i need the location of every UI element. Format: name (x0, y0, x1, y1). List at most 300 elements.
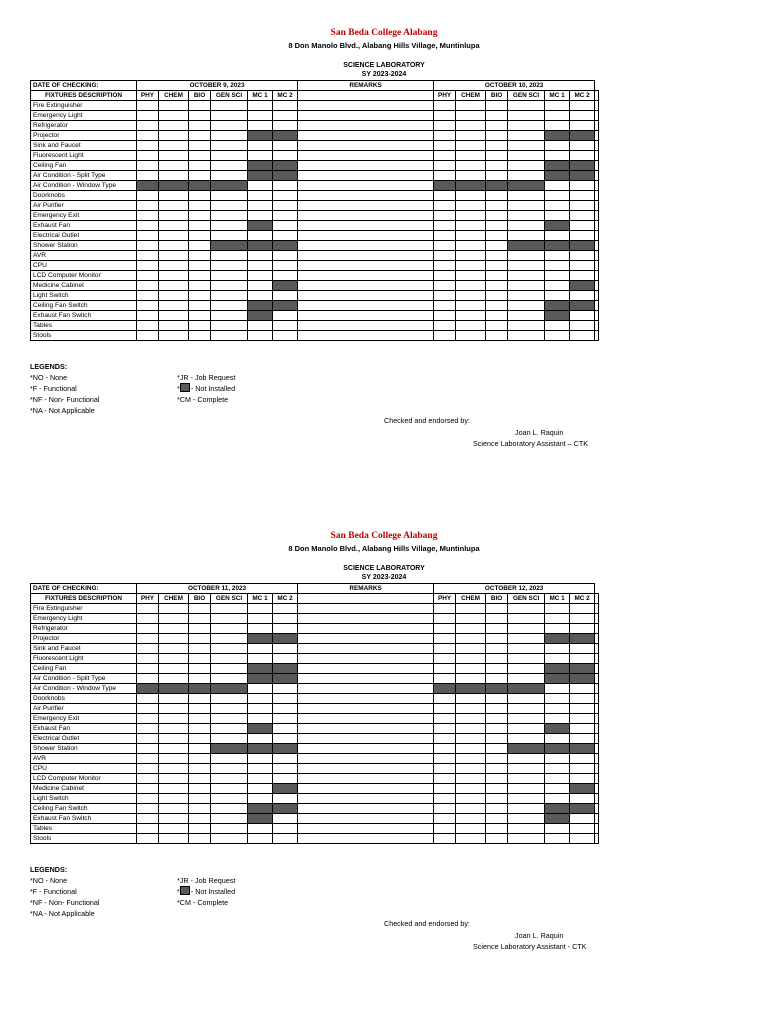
remarks-cell (595, 281, 599, 291)
status-cell (159, 824, 189, 834)
signer-name: Joan L. Raquin (515, 428, 564, 437)
fixture-name: Air Condition - Window Type (31, 181, 137, 191)
remarks-cell (298, 111, 434, 121)
status-cell (508, 824, 545, 834)
status-cell (434, 131, 456, 141)
status-cell (211, 121, 248, 131)
status-cell (434, 764, 456, 774)
status-cell (137, 614, 159, 624)
status-cell (137, 301, 159, 311)
status-cell (159, 301, 189, 311)
not-installed-cell (545, 131, 570, 141)
fixture-name: Refrigerator (31, 624, 137, 634)
status-cell (189, 814, 211, 824)
status-cell (248, 321, 273, 331)
fixture-name: Emergency Exit (31, 714, 137, 724)
status-cell (159, 241, 189, 251)
status-cell (570, 201, 595, 211)
not-installed-cell (456, 684, 486, 694)
remarks-cell (595, 824, 599, 834)
checked-by-label: Checked and endorsed by: (384, 919, 470, 928)
status-cell (508, 201, 545, 211)
remarks-cell (298, 291, 434, 301)
status-cell (211, 171, 248, 181)
status-cell (273, 794, 298, 804)
status-cell (434, 281, 456, 291)
status-cell (211, 714, 248, 724)
table-row (31, 674, 599, 684)
status-cell (486, 814, 508, 824)
status-cell (508, 814, 545, 824)
fixture-name: Stools (31, 331, 137, 341)
status-cell (189, 604, 211, 614)
status-cell (137, 331, 159, 341)
table-row (31, 794, 599, 804)
status-cell (211, 141, 248, 151)
status-cell (159, 664, 189, 674)
status-cell (137, 674, 159, 684)
status-cell (456, 301, 486, 311)
status-cell (211, 654, 248, 664)
status-cell (273, 321, 298, 331)
not-installed-cell (545, 674, 570, 684)
remarks-cell (298, 261, 434, 271)
status-cell (211, 624, 248, 634)
status-cell (248, 251, 273, 261)
status-cell (248, 714, 273, 724)
not-installed-cell (545, 171, 570, 181)
remarks-cell (595, 674, 599, 684)
status-cell (211, 664, 248, 674)
status-cell (545, 784, 570, 794)
status-cell (456, 141, 486, 151)
not-installed-cell (211, 744, 248, 754)
status-cell (273, 704, 298, 714)
remarks-cell (298, 211, 434, 221)
status-cell (273, 734, 298, 744)
status-cell (159, 211, 189, 221)
status-cell (189, 231, 211, 241)
table-row (31, 221, 599, 231)
status-cell (189, 724, 211, 734)
status-cell (508, 121, 545, 131)
remarks-cell (298, 251, 434, 261)
status-cell (273, 101, 298, 111)
status-cell (570, 604, 595, 614)
status-cell (273, 654, 298, 664)
status-cell (211, 301, 248, 311)
status-cell (211, 281, 248, 291)
status-cell (189, 111, 211, 121)
status-cell (189, 614, 211, 624)
status-cell (248, 784, 273, 794)
table-row (31, 684, 599, 694)
status-cell (248, 654, 273, 664)
not-installed-cell (545, 664, 570, 674)
status-cell (545, 684, 570, 694)
col-header: MC 2 (273, 91, 298, 101)
remarks-cell (595, 794, 599, 804)
status-cell (189, 311, 211, 321)
status-cell (486, 111, 508, 121)
remarks-cell (595, 271, 599, 281)
status-cell (486, 624, 508, 634)
fixture-name: Medicine Cabinet (31, 784, 137, 794)
status-cell (508, 834, 545, 844)
status-cell (189, 774, 211, 784)
fixture-name: Air Purifier (31, 201, 137, 211)
fixture-name: Exhaust Fan Switch (31, 311, 137, 321)
status-cell (508, 614, 545, 624)
remarks-cell (298, 784, 434, 794)
status-cell (545, 111, 570, 121)
status-cell (189, 784, 211, 794)
table-row (31, 171, 599, 181)
status-cell (159, 734, 189, 744)
status-cell (159, 774, 189, 784)
status-cell (137, 201, 159, 211)
status-cell (159, 784, 189, 794)
fixture-name: Air Purifier (31, 704, 137, 714)
remarks-cell (595, 291, 599, 301)
status-cell (456, 754, 486, 764)
status-cell (159, 111, 189, 121)
status-cell (508, 111, 545, 121)
status-cell (508, 734, 545, 744)
not-installed-cell (508, 744, 545, 754)
remarks-cell (595, 614, 599, 624)
status-cell (545, 191, 570, 201)
status-cell (137, 121, 159, 131)
fixtures-header: FIXTURES DESCRIPTION (31, 594, 137, 604)
date-label: DATE OF CHECKING: (31, 584, 137, 594)
column-header-row (31, 91, 599, 101)
status-cell (508, 724, 545, 734)
status-cell (456, 241, 486, 251)
status-cell (189, 634, 211, 644)
status-cell (159, 321, 189, 331)
status-cell (137, 141, 159, 151)
status-cell (211, 614, 248, 624)
fixture-name: Sink and Faucet (31, 644, 137, 654)
status-cell (508, 644, 545, 654)
status-cell (508, 191, 545, 201)
status-cell (486, 271, 508, 281)
fixture-name: Electrical Outlet (31, 231, 137, 241)
table-row (31, 644, 599, 654)
status-cell (159, 754, 189, 764)
status-cell (137, 774, 159, 784)
status-cell (545, 281, 570, 291)
col-header: CHEM (159, 594, 189, 604)
remarks-cell (298, 654, 434, 664)
status-cell (570, 141, 595, 151)
table-row (31, 321, 599, 331)
fixture-name: Emergency Light (31, 614, 137, 624)
status-cell (159, 281, 189, 291)
status-cell (189, 251, 211, 261)
status-cell (434, 614, 456, 624)
status-cell (545, 734, 570, 744)
status-cell (456, 321, 486, 331)
status-cell (137, 231, 159, 241)
status-cell (137, 764, 159, 774)
status-cell (159, 151, 189, 161)
school-year: SY 2023-2024 (361, 71, 407, 78)
status-cell (570, 251, 595, 261)
remarks-cell (298, 331, 434, 341)
fixture-name: LCD Computer Monitor (31, 774, 137, 784)
status-cell (273, 754, 298, 764)
remarks-cell (298, 161, 434, 171)
status-cell (211, 271, 248, 281)
status-cell (137, 824, 159, 834)
table-row (31, 301, 599, 311)
status-cell (159, 694, 189, 704)
remarks-cell (298, 674, 434, 684)
status-cell (189, 301, 211, 311)
status-cell (486, 724, 508, 734)
status-cell (434, 191, 456, 201)
status-cell (211, 604, 248, 614)
status-cell (248, 231, 273, 241)
remarks-cell (595, 784, 599, 794)
status-cell (189, 271, 211, 281)
fixture-name: Emergency Light (31, 111, 137, 121)
status-cell (456, 151, 486, 161)
status-cell (508, 331, 545, 341)
col-header: MC 2 (273, 594, 298, 604)
status-cell (189, 241, 211, 251)
status-cell (189, 764, 211, 774)
status-cell (570, 654, 595, 664)
fixture-name: Air Condition - Split Type (31, 674, 137, 684)
status-cell (159, 261, 189, 271)
table-row (31, 694, 599, 704)
table-row (31, 774, 599, 784)
status-cell (248, 101, 273, 111)
legends-title: LEGENDS: (30, 362, 68, 371)
status-cell (189, 331, 211, 341)
status-cell (211, 101, 248, 111)
status-cell (486, 804, 508, 814)
status-cell (508, 211, 545, 221)
status-cell (211, 191, 248, 201)
not-installed-cell (273, 241, 298, 251)
status-cell (159, 614, 189, 624)
remarks-cell (595, 181, 599, 191)
table-row (31, 261, 599, 271)
table-row (31, 161, 599, 171)
status-cell (211, 734, 248, 744)
status-cell (248, 754, 273, 764)
status-cell (486, 744, 508, 754)
status-cell (159, 724, 189, 734)
remarks-cell (595, 724, 599, 734)
status-cell (508, 794, 545, 804)
not-installed-cell (273, 161, 298, 171)
status-cell (159, 764, 189, 774)
status-cell (189, 211, 211, 221)
remarks-cell (298, 814, 434, 824)
status-cell (486, 131, 508, 141)
status-cell (273, 271, 298, 281)
status-cell (248, 824, 273, 834)
fixture-name: Sink and Faucet (31, 141, 137, 151)
status-cell (486, 261, 508, 271)
status-cell (189, 624, 211, 634)
status-cell (211, 784, 248, 794)
status-cell (456, 784, 486, 794)
status-cell (570, 754, 595, 764)
status-cell (434, 644, 456, 654)
not-installed-cell (570, 131, 595, 141)
status-cell (211, 824, 248, 834)
fixture-name: Medicine Cabinet (31, 281, 137, 291)
status-cell (434, 714, 456, 724)
remarks-cell (298, 201, 434, 211)
status-cell (159, 231, 189, 241)
fixture-name: Stools (31, 834, 137, 844)
status-cell (486, 694, 508, 704)
status-cell (508, 101, 545, 111)
status-cell (137, 171, 159, 181)
status-cell (248, 191, 273, 201)
fixture-name: Electrical Outlet (31, 734, 137, 744)
status-cell (211, 111, 248, 121)
signer-title: Science Laboratory Assistant - CTK (473, 942, 587, 951)
status-cell (434, 301, 456, 311)
not-installed-cell (273, 674, 298, 684)
status-cell (456, 714, 486, 724)
status-cell (248, 734, 273, 744)
status-cell (434, 291, 456, 301)
status-cell (159, 171, 189, 181)
status-cell (211, 261, 248, 271)
not-installed-cell (508, 241, 545, 251)
legends (30, 864, 100, 919)
status-cell (159, 674, 189, 684)
status-cell (211, 331, 248, 341)
remarks-cell (298, 744, 434, 754)
status-cell (508, 664, 545, 674)
fixtures-header: FIXTURES DESCRIPTION (31, 91, 137, 101)
remarks-cell (298, 724, 434, 734)
status-cell (456, 614, 486, 624)
remarks-cell (298, 664, 434, 674)
status-cell (211, 704, 248, 714)
status-cell (434, 754, 456, 764)
status-cell (508, 321, 545, 331)
remarks-cell (595, 734, 599, 744)
status-cell (434, 794, 456, 804)
remarks-cell (595, 301, 599, 311)
remarks-cell (298, 624, 434, 634)
remarks-cell (595, 714, 599, 724)
status-cell (137, 281, 159, 291)
status-cell (248, 704, 273, 714)
status-cell (456, 191, 486, 201)
date1-header: OCTOBER 9, 2023 (137, 81, 298, 91)
col-header: PHY (137, 91, 159, 101)
remarks-cell (595, 331, 599, 341)
legend-text: - Not Installed (190, 384, 236, 393)
remarks-cell (595, 814, 599, 824)
fixture-name: Shower Station (31, 241, 137, 251)
legend-item: *F - Functional (30, 887, 77, 896)
status-cell (273, 111, 298, 121)
status-cell (248, 141, 273, 151)
table-row (31, 101, 599, 111)
status-cell (545, 614, 570, 624)
status-cell (434, 171, 456, 181)
status-cell (486, 331, 508, 341)
status-cell (434, 704, 456, 714)
not-installed-cell (570, 674, 595, 684)
status-cell (545, 704, 570, 714)
not-installed-cell (248, 744, 273, 754)
status-cell (137, 131, 159, 141)
status-cell (273, 231, 298, 241)
remarks-cell (298, 151, 434, 161)
not-installed-cell (545, 814, 570, 824)
status-cell (211, 221, 248, 231)
status-cell (545, 201, 570, 211)
status-cell (545, 754, 570, 764)
not-installed-cell (545, 221, 570, 231)
status-cell (508, 604, 545, 614)
status-cell (486, 301, 508, 311)
status-cell (159, 291, 189, 301)
fixture-name: AVR (31, 251, 137, 261)
status-cell (189, 151, 211, 161)
remarks-header: REMARKS (298, 81, 434, 91)
status-cell (248, 201, 273, 211)
status-cell (248, 604, 273, 614)
status-cell (545, 624, 570, 634)
status-cell (508, 674, 545, 684)
status-cell (570, 814, 595, 824)
status-cell (486, 291, 508, 301)
legend-col2 (177, 372, 235, 405)
status-cell (486, 764, 508, 774)
status-cell (570, 181, 595, 191)
status-cell (486, 604, 508, 614)
remarks-cell (298, 141, 434, 151)
status-cell (248, 774, 273, 784)
status-cell (273, 191, 298, 201)
col-header: GEN SCI (508, 91, 545, 101)
status-cell (137, 161, 159, 171)
remarks-cell (595, 241, 599, 251)
not-installed-cell (570, 301, 595, 311)
status-cell (273, 201, 298, 211)
remarks-cell (595, 311, 599, 321)
status-cell (137, 804, 159, 814)
remarks-cell (595, 834, 599, 844)
status-cell (189, 291, 211, 301)
status-cell (137, 754, 159, 764)
school-name: San Beda College Alabang (330, 531, 438, 541)
status-cell (545, 714, 570, 724)
status-cell (434, 141, 456, 151)
col-header: BIO (486, 594, 508, 604)
status-cell (434, 161, 456, 171)
table-row (31, 131, 599, 141)
remarks-cell (595, 111, 599, 121)
table-row (31, 814, 599, 824)
status-cell (545, 151, 570, 161)
